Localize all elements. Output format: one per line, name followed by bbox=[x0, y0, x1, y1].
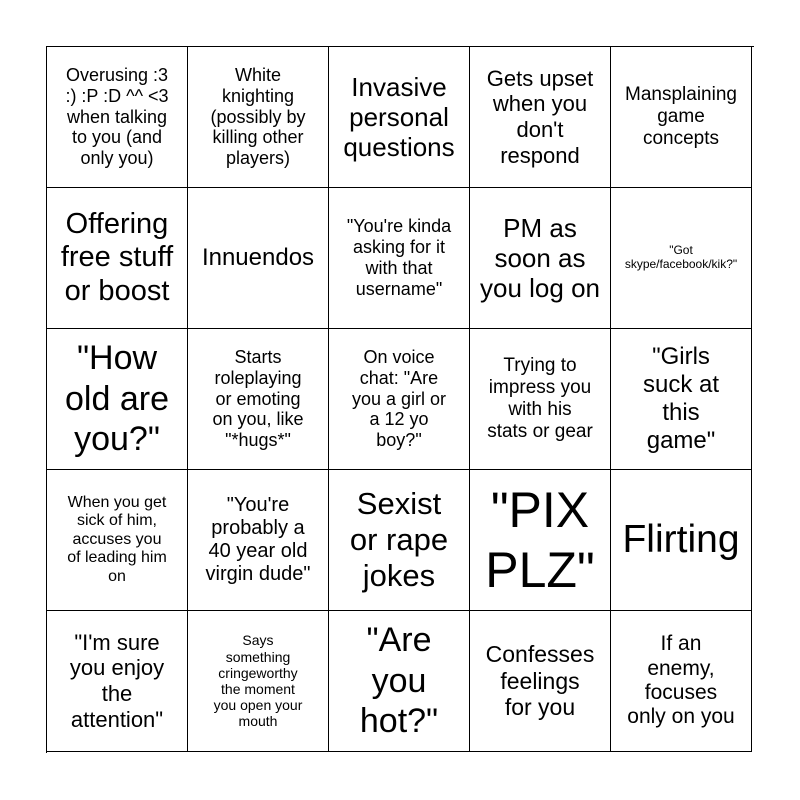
bingo-cell-text: Trying to impress you with his stats or gear bbox=[487, 354, 593, 443]
bingo-cell[interactable] bbox=[329, 611, 470, 752]
bingo-cell[interactable] bbox=[470, 329, 611, 470]
bingo-cell[interactable] bbox=[188, 47, 329, 188]
bingo-cell-text: "PIX PLZ" bbox=[485, 482, 595, 598]
bingo-cell-text: If an enemy, focuses only on you bbox=[627, 632, 735, 729]
bingo-cell[interactable] bbox=[47, 47, 188, 188]
bingo-cell[interactable] bbox=[47, 611, 188, 752]
bingo-cell[interactable] bbox=[611, 611, 752, 752]
bingo-cell[interactable] bbox=[470, 188, 611, 329]
bingo-cell-text: Starts roleplaying or emoting on you, like "*hugs*" bbox=[212, 346, 304, 451]
bingo-cell[interactable] bbox=[329, 329, 470, 470]
bingo-cell[interactable] bbox=[188, 611, 329, 752]
bingo-cell[interactable] bbox=[188, 188, 329, 329]
bingo-cell-text: PM as soon as you log on bbox=[480, 212, 600, 304]
bingo-cell-text: "Girls suck at this game" bbox=[642, 343, 720, 454]
bingo-cell[interactable] bbox=[47, 329, 188, 470]
bingo-cell-text: On voice chat: "Are you a girl or a 12 yo boy?" bbox=[351, 346, 447, 451]
bingo-cell[interactable] bbox=[329, 188, 470, 329]
bingo-cell-text: Sexist or rape jokes bbox=[349, 486, 449, 593]
bingo-cell-text: Gets upset when you don't respond bbox=[486, 65, 594, 168]
bingo-cell[interactable] bbox=[47, 188, 188, 329]
bingo-cell-text: Mansplaining game concepts bbox=[625, 83, 737, 150]
bingo-cell-text: Invasive personal questions bbox=[343, 71, 455, 163]
bingo-cell-text: "Are you hot?" bbox=[359, 620, 439, 741]
bingo-cell[interactable] bbox=[611, 188, 752, 329]
bingo-cell[interactable] bbox=[47, 470, 188, 611]
bingo-cell-text: Confesses feelings for you bbox=[485, 640, 595, 721]
bingo-cell-text: White knighting (possibly by killing other players) bbox=[210, 64, 306, 169]
bingo-cell[interactable] bbox=[329, 47, 470, 188]
bingo-cell[interactable] bbox=[188, 470, 329, 611]
bingo-cell-text: Flirting bbox=[622, 517, 740, 561]
bingo-cell[interactable] bbox=[611, 47, 752, 188]
bingo-cell-text: "Got skype/facebook/kik?" bbox=[624, 243, 738, 271]
bingo-cell[interactable] bbox=[611, 329, 752, 470]
bingo-cell[interactable] bbox=[470, 47, 611, 188]
bingo-board bbox=[46, 46, 754, 753]
bingo-cell[interactable] bbox=[611, 470, 752, 611]
bingo-cell-text: Overusing :3 :) :P :D ^^ <3 when talking to you (and only you) bbox=[65, 64, 169, 169]
bingo-cell-text: Offering free stuff or boost bbox=[60, 207, 174, 307]
bingo-cell-text: "I'm sure you enjoy the attention" bbox=[69, 629, 165, 732]
bingo-cell-text: "How old are you?" bbox=[65, 338, 169, 459]
bingo-cell[interactable] bbox=[470, 470, 611, 611]
bingo-cell-text: "You're probably a 40 year old virgin dude" bbox=[205, 493, 311, 586]
bingo-cell-text: Innuendos bbox=[201, 244, 315, 272]
bingo-cell[interactable] bbox=[329, 470, 470, 611]
bingo-cell[interactable] bbox=[470, 611, 611, 752]
bingo-cell[interactable] bbox=[188, 329, 329, 470]
bingo-cell-text: "You're kinda asking for it with that username" bbox=[346, 216, 452, 299]
bingo-cell-text: Says something cringeworthy the moment you open your mouth bbox=[213, 632, 303, 730]
bingo-cell-text: When you get sick of him, accuses you of leading him on bbox=[67, 493, 167, 585]
